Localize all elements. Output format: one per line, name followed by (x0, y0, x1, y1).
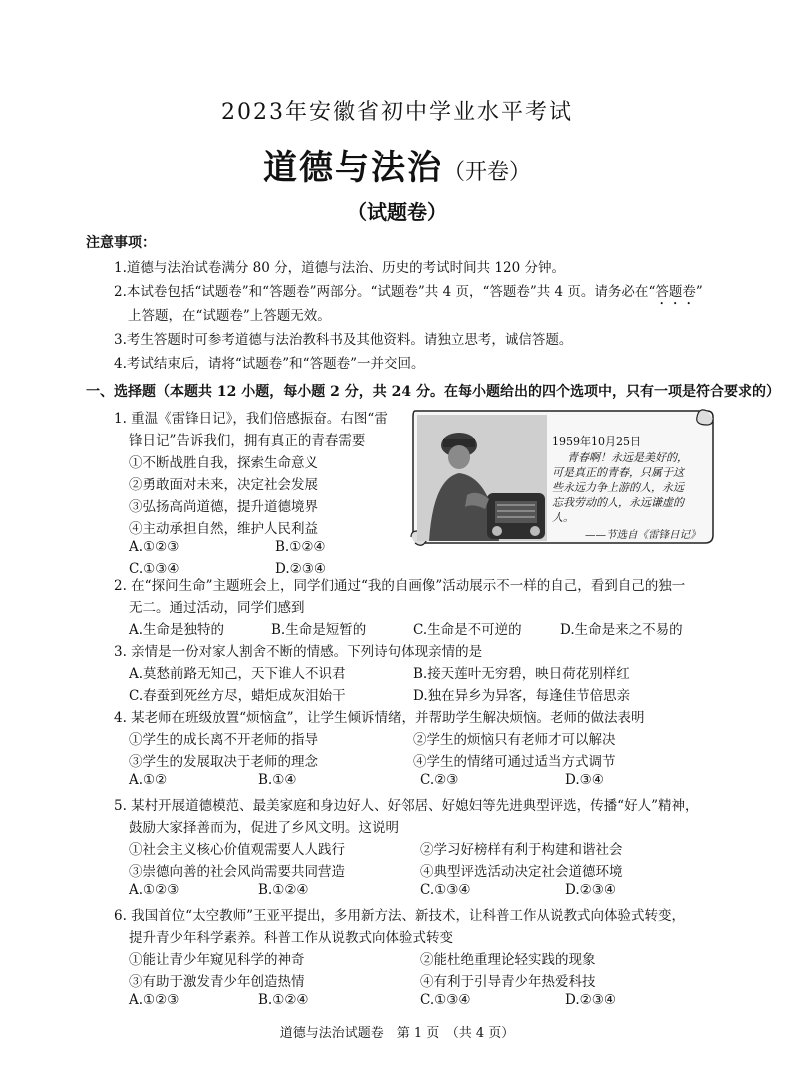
q5-option-c: C.①③④ (420, 882, 471, 898)
diary-source: ——节选自《雷锋日记》 (585, 529, 701, 541)
notice-item-2-cont: 上答题，在“试题卷”上答题无效。 (128, 308, 331, 324)
q5-statement-3: ③崇德向善的社会风尚需要共同营造 (129, 864, 345, 880)
q6-stem-1: 6. 我国首位“太空教师”王亚平提出，多用新方法、新技术，让科普工作从说教式向体验式转变， (114, 908, 685, 924)
q2-option-d: D.生命是来之不易的 (560, 622, 683, 638)
q5-stem-1: 5. 某村开展道德模范、最美家庭和身边好人、好邻居、好媳妇等先进典型评选，传播“好人”精神， (114, 798, 699, 814)
q2-stem-2: 无二。通过活动，同学们感到 (129, 600, 305, 616)
q6-stem-2: 提升青少年科学素养。科普工作从说教式向体验式转变 (129, 930, 453, 946)
q1-statement-1: ①不断战胜自我，探索生命意义 (129, 455, 318, 471)
diary-line-4: 忘我劳动的人，永远谦虚的 (552, 496, 684, 509)
notice-item-3: 3.考生答题时可参考道德与法治教科书及其他资料。请独立思考，诚信答题。 (114, 332, 573, 348)
q6-option-d: D.②③④ (565, 992, 616, 1008)
q6-statement-1: ①能让青少年窥见科学的神奇 (129, 952, 305, 968)
q1-statement-4: ④主动承担自然，维护人民利益 (129, 521, 318, 537)
q1-option-d: D.②③④ (275, 561, 326, 577)
notice-item-1: 1.道德与法治试卷满分 80 分，道德与法治、历史的考试时间共 120 分钟。 (114, 260, 565, 276)
q4-statement-1: ①学生的成长离不开老师的指导 (129, 732, 318, 748)
q1-option-c: C.①③④ (129, 561, 180, 577)
q6-option-a: A.①②③ (129, 992, 180, 1008)
q3-option-a: A.莫愁前路无知己，天下谁人不识君 (129, 666, 346, 682)
lei-feng-diary-figure (407, 403, 717, 553)
q2-option-c: C.生命是不可逆的 (413, 622, 522, 638)
q4-stem: 4. 某老师在班级放置“烦恼盒”，让学生倾诉情绪，并帮助学生解决烦恼。老师的做法表明 (114, 710, 645, 726)
diary-date: 1959年10月25日 (552, 435, 641, 448)
q6-statement-3: ③有助于激发青少年创造热情 (129, 974, 305, 990)
q1-statement-2: ②勇敢面对未来，决定社会发展 (129, 477, 318, 493)
q6-option-b: B.①②④ (258, 992, 309, 1008)
q1-stem-1: 1. 重温《雷锋日记》，我们倍感振奋。右图“雷 (114, 411, 388, 427)
q2-option-a: A.生命是独特的 (129, 622, 225, 638)
q3-stem: 3. 亲情是一份对家人割舍不断的情感。下列诗句体现亲情的是 (114, 644, 483, 660)
q5-option-d: D.②③④ (565, 882, 616, 898)
q1-option-a: A.①②③ (129, 539, 180, 555)
q5-statement-2: ②学习好榜样有利于构建和谐社会 (420, 842, 623, 858)
q4-option-b: B.①④ (258, 772, 297, 788)
answer-sheet-emphasis: “答题卷” (648, 284, 703, 300)
notice-item-4: 4.考试结束后，请将“试题卷”和“答题卷”一并交回。 (114, 356, 425, 372)
subject-name: 道德与法治 (262, 148, 443, 188)
q4-option-d: D.③④ (565, 772, 604, 788)
q1-stem-2: 锋日记”告诉我们，拥有真正的青春需要 (129, 433, 366, 449)
q2-option-b: B.生命是短暂的 (271, 622, 367, 638)
q5-option-b: B.①②④ (258, 882, 309, 898)
q6-statement-2: ②能杜绝重理论轻实践的现象 (420, 952, 596, 968)
diary-line-5: 人。 (552, 511, 574, 524)
q5-option-a: A.①②③ (129, 882, 180, 898)
q6-statement-4: ④有利于引导青少年热爱科技 (420, 974, 596, 990)
q4-option-a: A.①② (129, 772, 168, 788)
exam-title: 2023年安徽省初中学业水平考试 (221, 100, 573, 125)
notice-item-2-text: 2.本试卷包括“试题卷”和“答题卷”两部分。“试题卷”共 4 页，“答题卷”共 4 页。请务必在 (114, 284, 649, 300)
q1-option-b: B.①②④ (275, 539, 326, 555)
notice-heading: 注意事项： (86, 235, 156, 251)
diary-line-3: 些永远力争上游的人，永远 (552, 481, 684, 494)
q3-option-b: B.接天莲叶无穷碧，映日荷花别样红 (413, 666, 630, 682)
paper-type: （试题卷） (347, 200, 447, 224)
subject-suffix: （开卷） (442, 160, 531, 185)
q2-stem-1: 2. 在“探问生命”主题班会上，同学们通过“我的自画像”活动展示不一样的自己，看到自己的独一 (114, 578, 686, 594)
diary-line-2: 可是真正的青春，只属于这 (552, 466, 684, 479)
q4-statement-2: ②学生的烦恼只有老师才可以解决 (413, 732, 616, 748)
q6-option-c: C.①③④ (420, 992, 471, 1008)
section-heading: 一、选择题（本题共 12 小题，每小题 2 分，共 24 分。在每小题给出的四个选项中，只有一项是符合要求的） (86, 384, 780, 400)
page-footer: 道德与法治试题卷 第 1 页 （共 4 页） (279, 1026, 515, 1041)
diary-line-1: 青春啊！永远是美好的， (567, 451, 688, 464)
q3-option-c: C.春蚕到死丝方尽，蜡炬成灰泪始干 (129, 688, 346, 704)
q4-statement-3: ③学生的发展取决于老师的理念 (129, 754, 318, 770)
q1-statement-3: ③弘扬高尚道德，提升道德境界 (129, 499, 318, 515)
q5-statement-4: ④典型评选活动决定社会道德环境 (420, 864, 623, 880)
q4-statement-4: ④学生的情绪可通过适当方式调节 (413, 754, 616, 770)
q5-stem-2: 鼓励大家择善而为，促进了乡风文明。这说明 (129, 820, 399, 836)
q3-option-d: D.独在异乡为异客，每逢佳节倍思亲 (413, 688, 631, 704)
q4-option-c: C.②③ (420, 772, 459, 788)
subject-title (0, 140, 794, 189)
q5-statement-1: ①社会主义核心价值观需要人人践行 (129, 842, 345, 858)
